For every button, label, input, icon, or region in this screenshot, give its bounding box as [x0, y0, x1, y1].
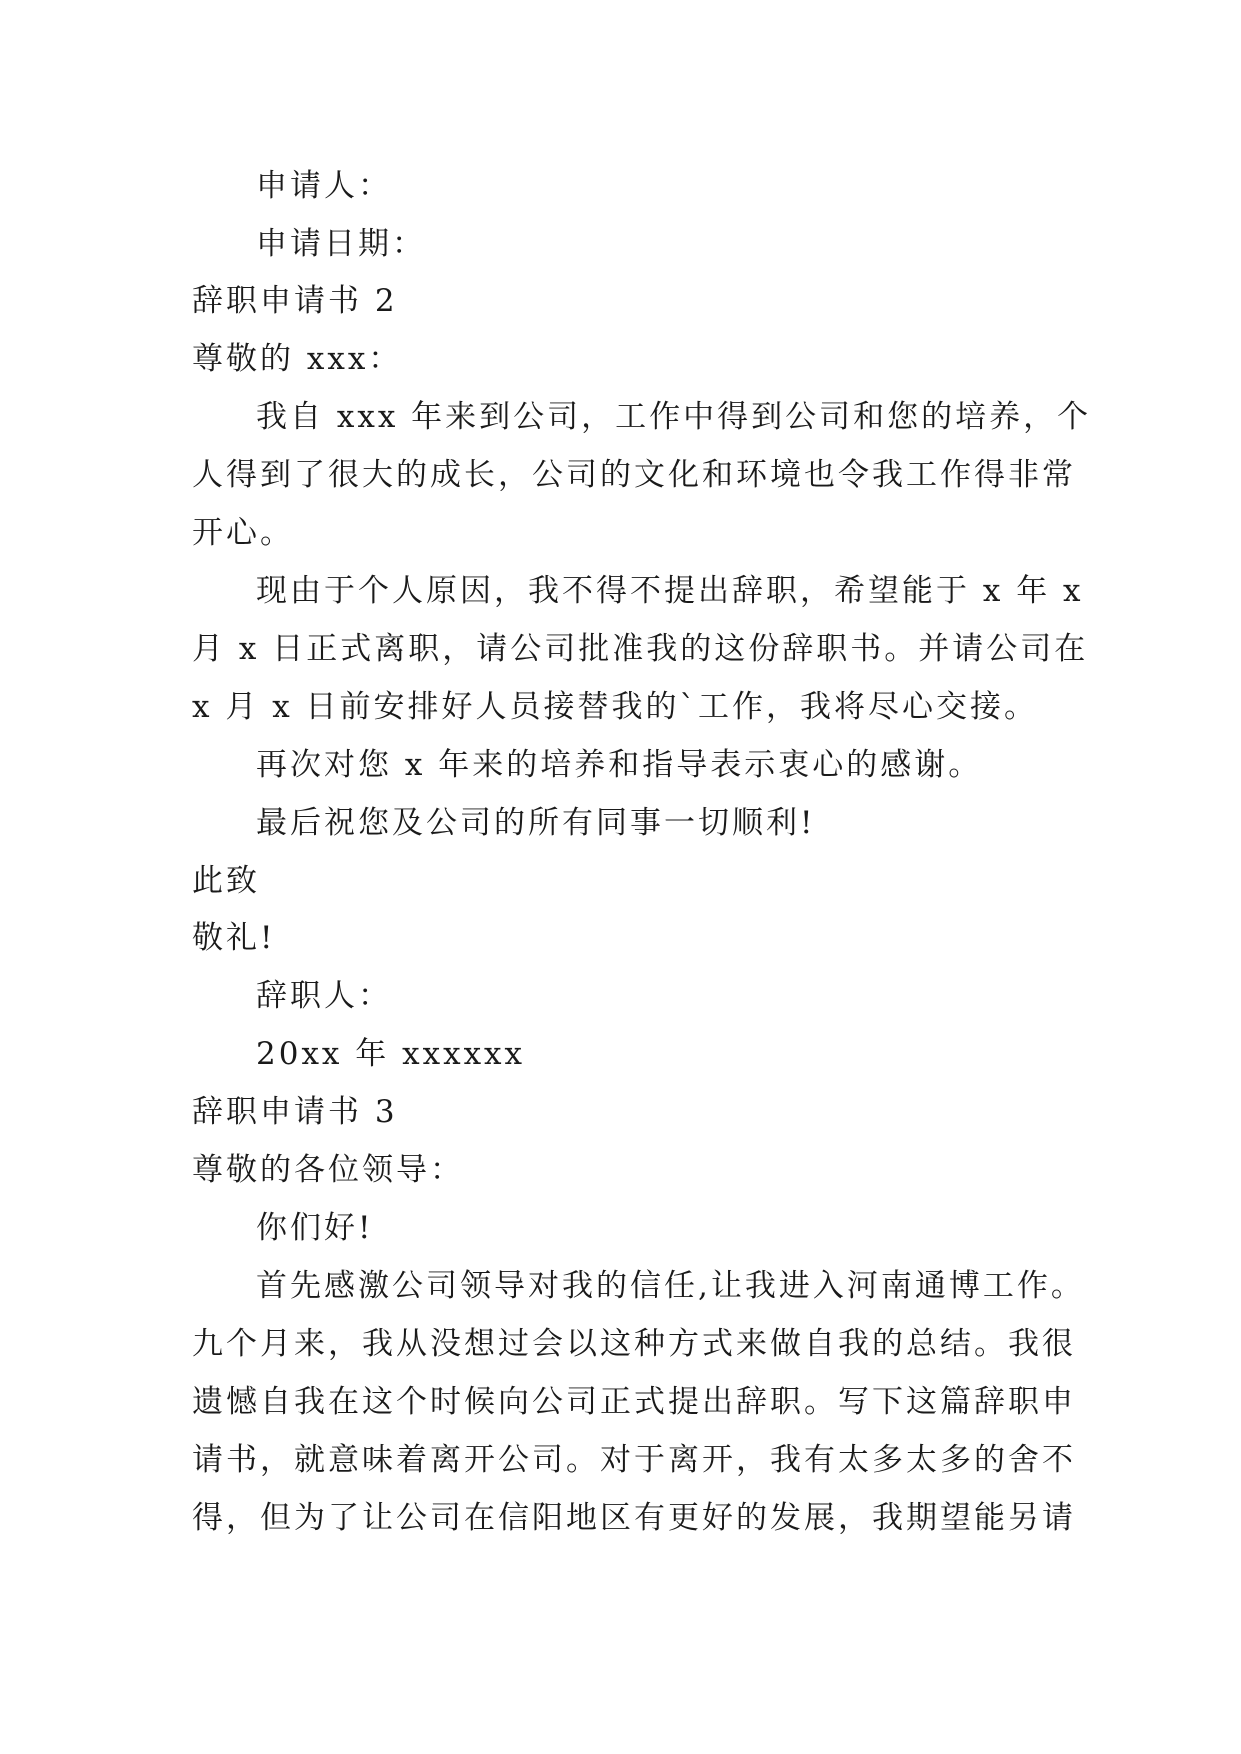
body-text-line: 再次对您 x 年来的培养和指导表示衷心的感谢。	[256, 747, 983, 783]
resigner-line: 辞职人：	[256, 978, 392, 1014]
body-text-line: x 月 x 日前安排好人员接替我的`工作，我将尽心交接。	[192, 689, 1039, 725]
salutation-3: 尊敬的各位领导：	[192, 1152, 464, 1188]
body-text-line: 最后祝您及公司的所有同事一切顺利!	[256, 805, 816, 841]
applicant-line: 申请人：	[256, 168, 392, 204]
section-heading-3: 辞职申请书 3	[192, 1094, 398, 1130]
body-text-line: 现由于个人原因，我不得不提出辞职，希望能于 x 年 x	[256, 573, 1084, 609]
closing-line: 此致	[192, 863, 260, 899]
salutation-2: 尊敬的 xxx：	[192, 341, 403, 377]
body-text-line: 得，但为了让公司在信阳地区有更好的发展，我期望能另请	[192, 1500, 1076, 1536]
body-text-line: 首先感激公司领导对我的信任,让我进入河南通博工作。	[256, 1268, 1085, 1304]
body-text-line: 遗憾自我在这个时候向公司正式提出辞职。写下这篇辞职申	[192, 1384, 1076, 1420]
closing-line: 敬礼!	[192, 920, 276, 956]
body-text-line: 我自 xxx 年来到公司，工作中得到公司和您的培养，个	[256, 399, 1092, 435]
application-date-line: 申请日期：	[256, 226, 426, 262]
body-text-line: 开心。	[192, 515, 294, 551]
date-line: 20xx 年 xxxxxx	[256, 1036, 526, 1072]
body-text-line: 请书，就意味着离开公司。对于离开，我有太多太多的舍不	[192, 1442, 1076, 1478]
body-text-line: 月 x 日正式离职，请公司批准我的这份辞职书。并请公司在	[192, 631, 1089, 667]
greeting-line: 你们好!	[256, 1210, 374, 1246]
body-text-line: 九个月来，我从没想过会以这种方式来做自我的总结。我很	[192, 1326, 1076, 1362]
body-text-line: 人得到了很大的成长，公司的文化和环境也令我工作得非常	[192, 457, 1076, 493]
section-heading-2: 辞职申请书 2	[192, 283, 398, 319]
